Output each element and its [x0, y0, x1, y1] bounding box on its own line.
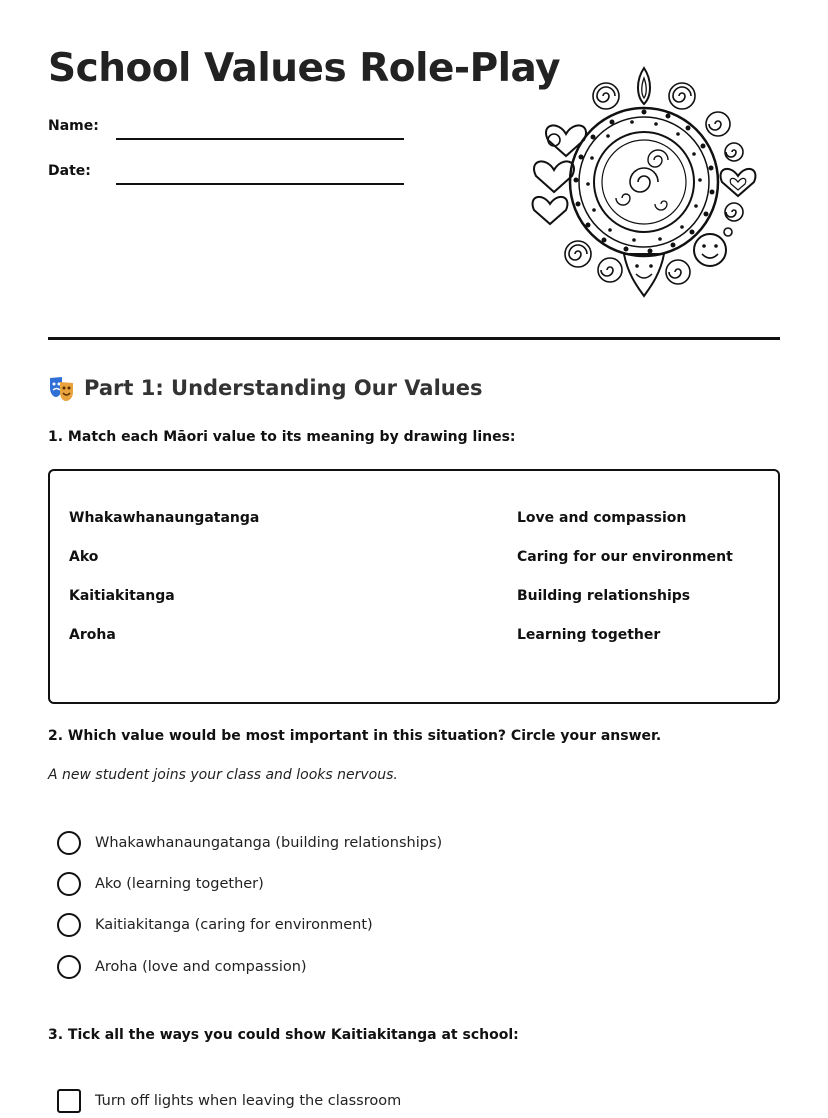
- part1-title: Part 1: Understanding Our Values: [84, 376, 483, 400]
- q2-option[interactable]: [57, 831, 442, 855]
- date-label: Date:: [48, 163, 91, 179]
- radio-circle[interactable]: [57, 831, 81, 855]
- radio-circle[interactable]: [57, 913, 81, 937]
- q2-option[interactable]: [57, 913, 373, 937]
- option-label: Turn off lights when leaving the classroom: [95, 1093, 402, 1109]
- meaning-item[interactable]: Building relationships: [517, 588, 691, 604]
- q3-option[interactable]: [57, 1089, 401, 1113]
- option-label: Whakawhanaungatanga (building relationships): [95, 835, 443, 851]
- q2-prompt: 2. Which value would be most important in this situation? Circle your answer.: [48, 728, 662, 744]
- koru-mandala-illustration: [528, 62, 760, 300]
- radio-circle[interactable]: [57, 955, 81, 979]
- value-item[interactable]: Kaitiakitanga: [69, 588, 175, 604]
- radio-circle[interactable]: [57, 872, 81, 896]
- q1-prompt: 1. Match each Māori value to its meaning by drawing lines:: [48, 429, 516, 445]
- meaning-item[interactable]: Love and compassion: [517, 510, 687, 526]
- q2-option[interactable]: [57, 955, 307, 979]
- name-label: Name:: [48, 118, 99, 134]
- date-field[interactable]: [116, 183, 404, 185]
- theatre-masks-icon: [48, 374, 76, 402]
- checkbox[interactable]: [57, 1089, 81, 1113]
- option-label: Aroha (love and compassion): [95, 959, 307, 975]
- q3-prompt: 3. Tick all the ways you could show Kaitiakitanga at school:: [48, 1027, 519, 1043]
- option-label: Kaitiakitanga (caring for environment): [95, 917, 373, 933]
- part1-heading: [48, 374, 482, 402]
- worksheet-title: School Values Role-Play: [48, 46, 561, 91]
- q2-scenario: A new student joins your class and looks nervous.: [48, 767, 398, 783]
- value-item[interactable]: Ako: [69, 549, 99, 565]
- meaning-item[interactable]: Learning together: [517, 627, 661, 643]
- option-label: Ako (learning together): [95, 876, 264, 892]
- value-item[interactable]: Whakawhanaungatanga: [69, 510, 260, 526]
- meaning-item[interactable]: Caring for our environment: [517, 549, 733, 565]
- section-divider: [48, 337, 780, 340]
- matching-box: [48, 469, 780, 704]
- q2-option[interactable]: [57, 872, 264, 896]
- value-item[interactable]: Aroha: [69, 627, 116, 643]
- name-field[interactable]: [116, 138, 404, 140]
